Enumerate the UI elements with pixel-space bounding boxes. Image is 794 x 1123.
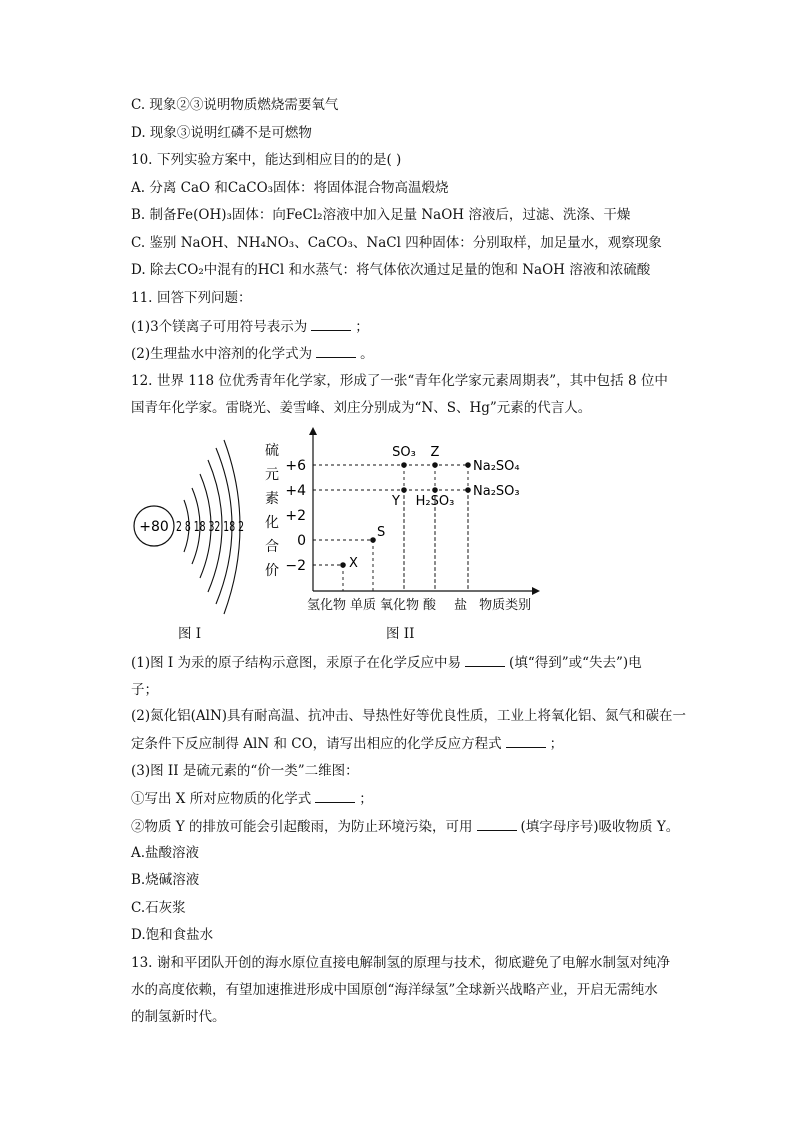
- punct: ；: [359, 791, 373, 807]
- q11-part-2: [131, 343, 374, 364]
- prompt-text: (填“得到”或“失去”)电: [509, 655, 642, 671]
- choice-b: B.烧碱溶液: [131, 872, 200, 888]
- answer-blank[interactable]: [316, 343, 356, 358]
- prompt-text: ②物质 Y 的排放可能会引起酸雨，为防止环境污染，可用: [131, 819, 473, 835]
- question-number: 11.: [131, 290, 153, 306]
- x-axis-label: 物质类别: [479, 598, 532, 613]
- y-label-char: 合: [265, 539, 279, 555]
- point-label: Na₂SO₃: [473, 484, 520, 499]
- data-point: [370, 537, 376, 543]
- y-label-char: 元: [265, 467, 279, 483]
- choice-a: A.盐酸溶液: [131, 845, 200, 861]
- q12-part-2-cont: [131, 733, 563, 754]
- data-point: [432, 462, 438, 468]
- point-label: X: [349, 556, 358, 571]
- data-points: [340, 445, 519, 571]
- question-12-cont: 国青年化学家。雷晓光、姜雪峰、刘庄分别成为“N、S、Hg”元素的代言人。: [131, 400, 592, 416]
- choice-d: D.饱和食盐水: [131, 927, 214, 943]
- y-axis-label: [265, 443, 279, 579]
- q12-part-1: [131, 652, 642, 673]
- y-tick-label: −2: [285, 558, 306, 574]
- y-label-char: 化: [265, 515, 279, 531]
- q12-part-2: (2)氮化铝(AlN)具有耐高温、抗冲击、导热性好等优良性质，工业上将氧化铝、氮气和碳在一: [131, 708, 687, 724]
- point-label: S: [377, 525, 386, 540]
- y-axis-arrow: [309, 427, 317, 435]
- answer-blank[interactable]: [506, 733, 546, 748]
- x-category-label: 盐: [454, 598, 468, 613]
- point-label: Na₂SO₄: [473, 459, 520, 474]
- guide-lines: [313, 465, 468, 591]
- q10-option-a: A. 分离 CaO 和CaCO₃固体：将固体混合物高温煅烧: [131, 180, 449, 196]
- option-d-prev: D. 现象③说明红磷不是可燃物: [131, 125, 312, 141]
- point-label: Z: [430, 445, 440, 460]
- nucleus-charge: +80: [139, 519, 169, 535]
- figure-1-caption: 图 I: [178, 626, 202, 642]
- prompt-text: (1)图 I 为汞的原子结构示意图，汞原子在化学反应中易: [131, 655, 462, 671]
- q10-option-c: C. 鉴别 NaOH、NH₄NO₃、CaCO₃、NaCl 四种固体：分别取样，加足量水，观察现象: [131, 235, 662, 251]
- data-point: [432, 487, 438, 493]
- question-13: [131, 953, 670, 973]
- answer-blank[interactable]: [311, 316, 351, 331]
- x-axis-categories: [307, 596, 531, 616]
- x-category-label: 单质: [350, 598, 377, 613]
- data-point: [465, 462, 471, 468]
- figure-1-atom-diagram: [128, 438, 258, 618]
- figure-2-valence-chart: [260, 425, 560, 617]
- data-point: [401, 462, 407, 468]
- question-text: 回答下列问题：: [157, 290, 252, 306]
- question-text: 下列实验方案中，能达到相应目的的是( ): [157, 152, 402, 168]
- q10-option-b: B. 制备Fe(OH)₃固体：向FeCl₂溶液中加入足量 NaOH 溶液后，过滤、洗涤、干燥: [131, 207, 631, 223]
- question-11: [131, 288, 252, 308]
- data-point: [465, 487, 471, 493]
- answer-blank[interactable]: [315, 788, 355, 803]
- question-10: [131, 150, 401, 170]
- x-category-label: 酸: [423, 598, 437, 613]
- data-point: [340, 562, 346, 568]
- point-label: H₂SO₃: [415, 494, 455, 509]
- option-c-prev: C. 现象②③说明物质燃烧需要氧气: [131, 97, 339, 113]
- q10-option-d: D. 除去CO₂中混有的HCl 和水蒸气：将气体依次通过足量的饱和 NaOH 溶液和浓硫酸: [131, 262, 651, 278]
- punct: ；: [355, 319, 369, 335]
- prompt-text: (填字母序号)吸收物质 Y。: [520, 819, 680, 835]
- q12-part-3: (3)图 II 是硫元素的“价一类”二维图：: [131, 763, 359, 779]
- y-tick-label: 0: [297, 533, 306, 549]
- question-13-cont2: 的制氢新时代。: [131, 1009, 226, 1025]
- electron-counts: 2 8 18 32 18 2: [176, 520, 244, 535]
- prompt-text: 定条件下反应制得 AlN 和 CO，请写出相应的化学反应方程式: [131, 736, 502, 752]
- prompt-text: (1)3个镁离子可用符号表示为: [131, 319, 308, 335]
- prompt-text: (2)生理盐水中溶剂的化学式为: [131, 346, 313, 362]
- q12-part-3-1: [131, 788, 373, 809]
- y-tick-label: +6: [285, 458, 306, 474]
- y-label-char: 素: [265, 491, 279, 507]
- question-12: [131, 371, 668, 391]
- punct: ；: [549, 736, 564, 752]
- question-13-cont: 水的高度依赖，有望加速推进形成中国原创“海洋绿氢”全球新兴战略产业，开启无需纯水: [131, 982, 658, 998]
- y-label-char: 硫: [265, 443, 279, 459]
- choice-c: C.石灰浆: [131, 900, 186, 916]
- x-category-label: 氢化物: [307, 598, 347, 613]
- y-tick-label: +2: [285, 508, 306, 524]
- question-number: 13.: [131, 955, 153, 971]
- y-ticks: [285, 458, 306, 574]
- y-tick-label: +4: [285, 483, 306, 499]
- q11-part-1: [131, 316, 369, 337]
- q12-part-3-2: [131, 816, 679, 837]
- x-category-label: 氧化物: [380, 598, 420, 613]
- punct: 。: [360, 346, 374, 362]
- prompt-text: ①写出 X 所对应物质的化学式: [131, 791, 312, 807]
- point-label: Y: [392, 494, 400, 509]
- point-label: SO₃: [392, 445, 416, 460]
- data-point: [401, 487, 407, 493]
- question-number: 10.: [131, 152, 153, 168]
- figure-2-caption: 图 II: [386, 626, 415, 642]
- question-text: 世界 118 位优秀青年化学家，形成了一张“青年化学家元素周期表”，其中包括 8 位中: [157, 373, 668, 389]
- q12-part-1-cont: 子；: [131, 682, 158, 698]
- answer-blank[interactable]: [465, 652, 505, 667]
- question-text: 谢和平团队开创的海水原位直接电解制氢的原理与技术，彻底避免了电解水制氢对纯净: [157, 955, 670, 971]
- answer-blank[interactable]: [477, 816, 517, 831]
- question-number: 12.: [131, 373, 153, 389]
- y-label-char: 价: [265, 563, 279, 579]
- x-axis-arrow: [532, 587, 540, 595]
